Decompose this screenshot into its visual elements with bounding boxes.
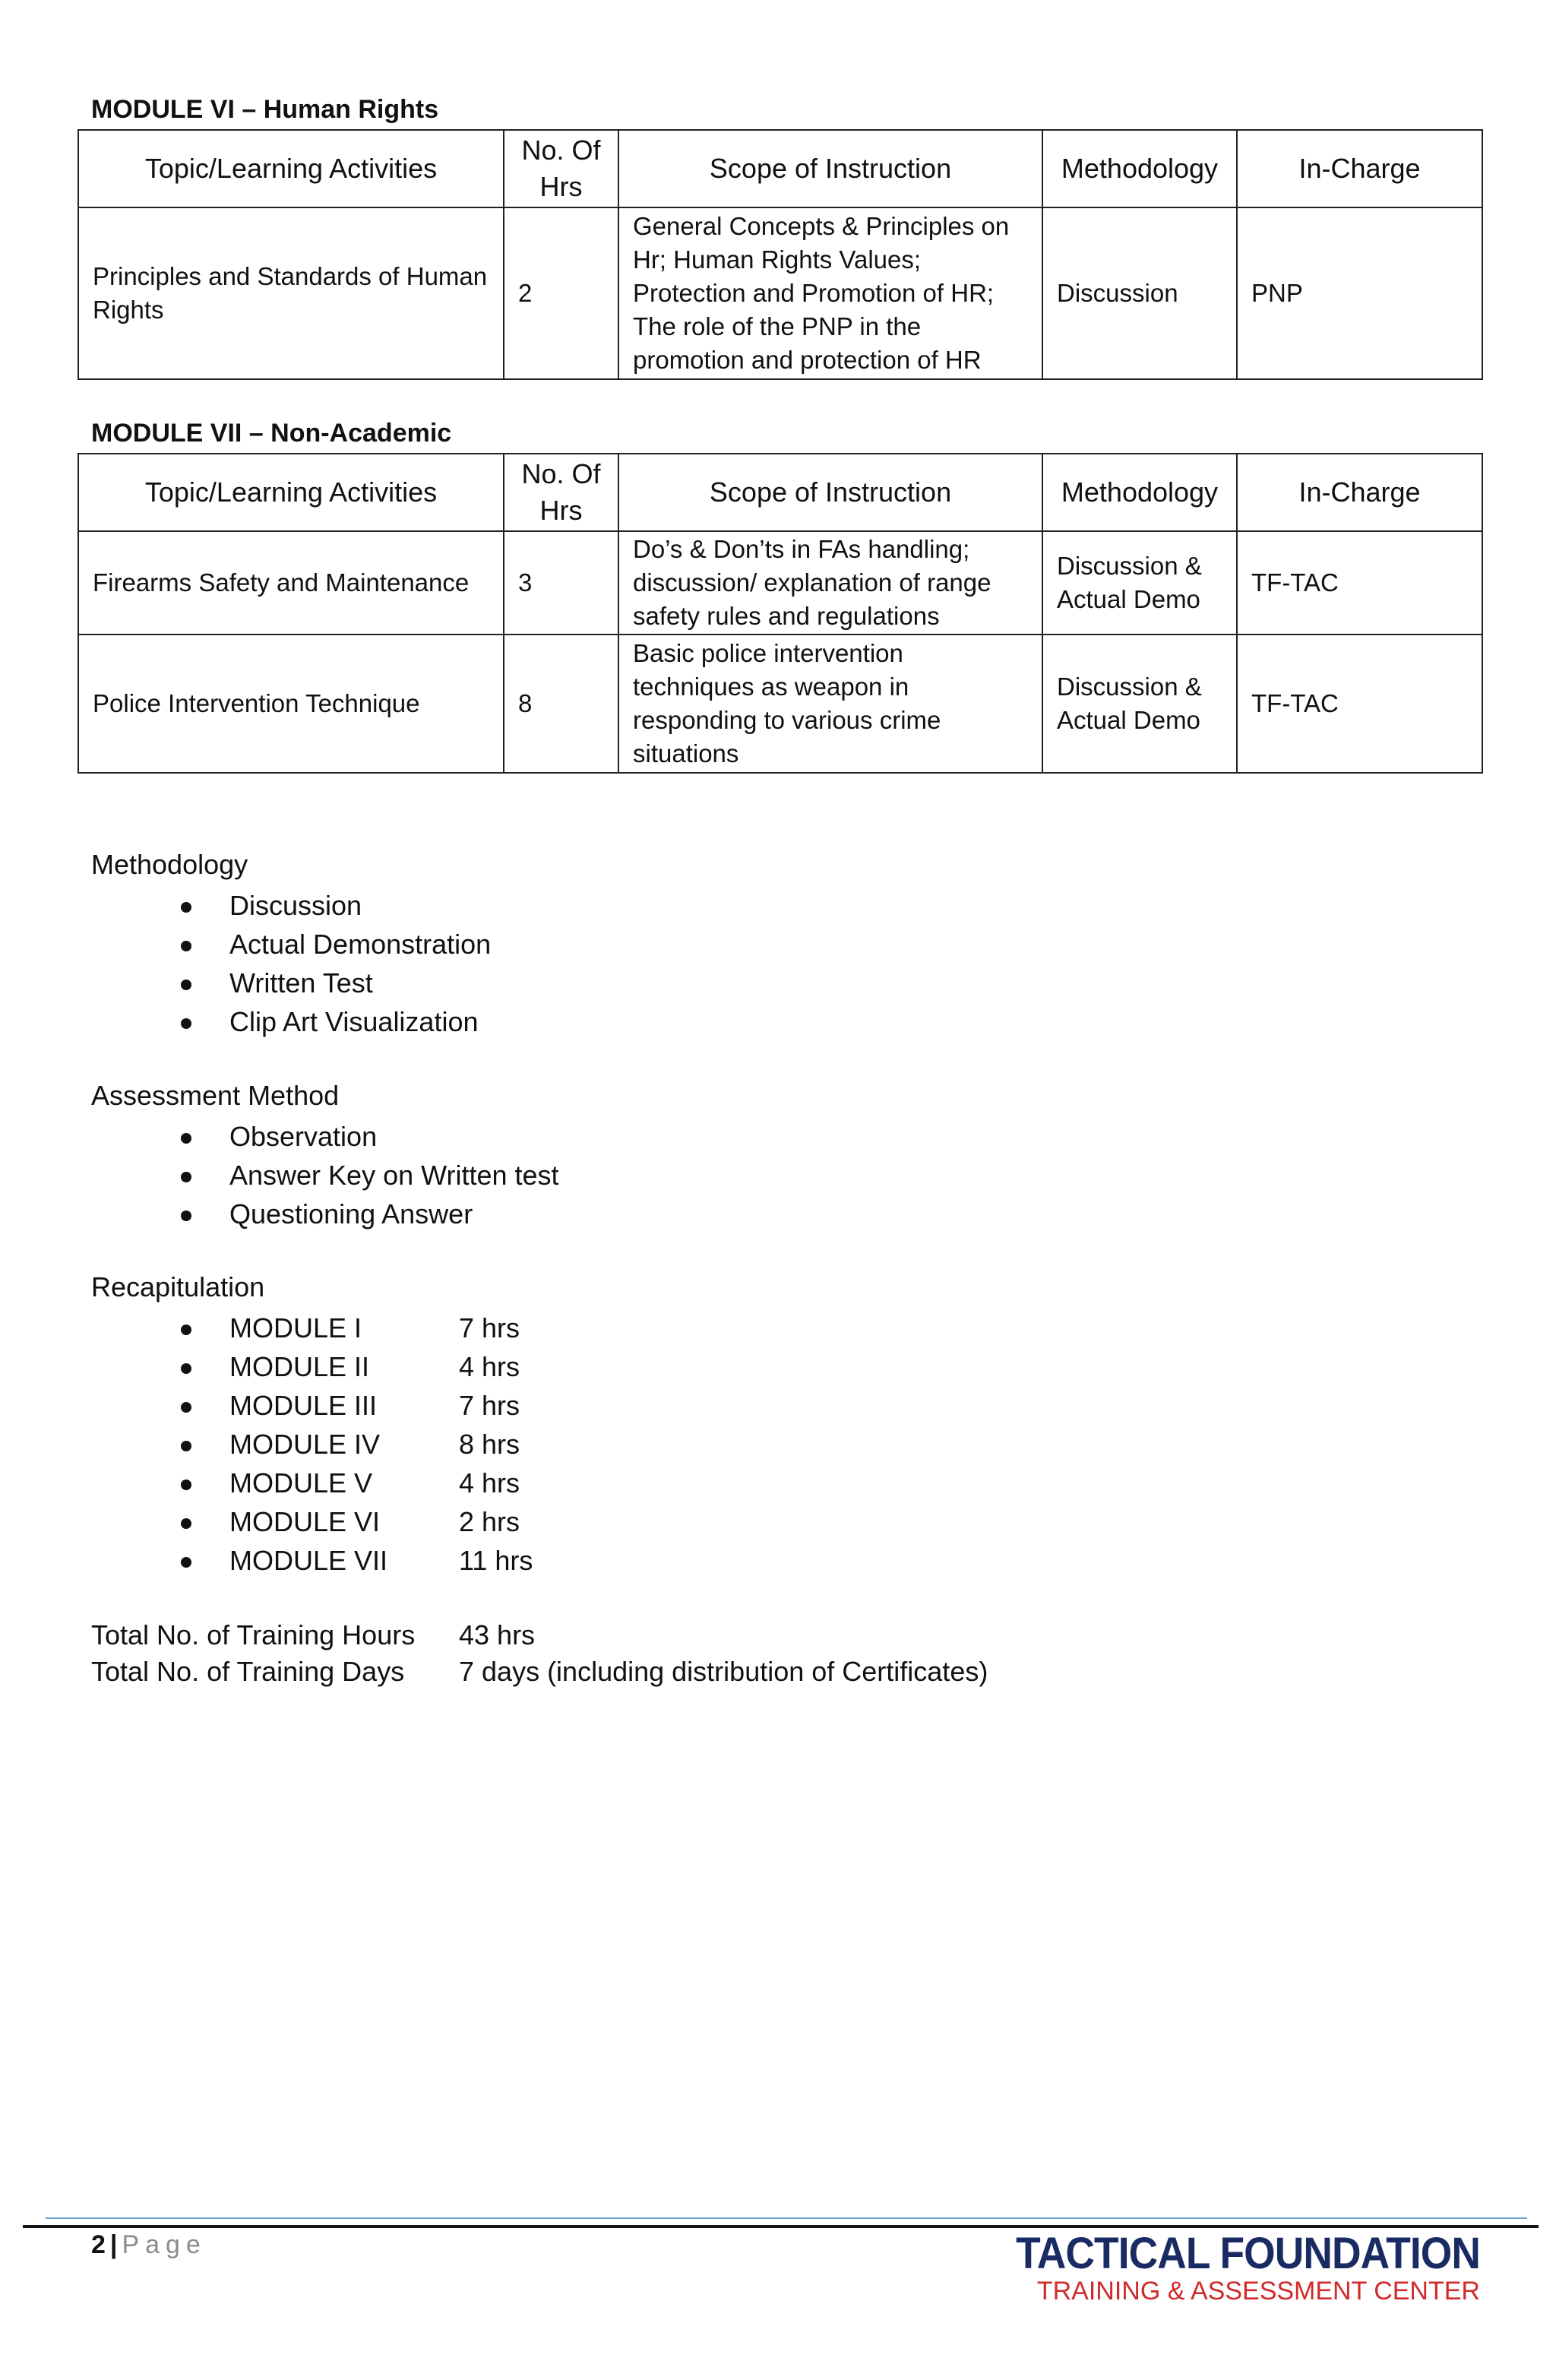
recap-module: MODULE VII — [229, 1545, 388, 1576]
scope-cell: Basic police intervention techniques as weapon in responding to various crime situations — [618, 635, 1042, 773]
scope-cell: Do’s & Don’ts in FAs handling; discussion/ explanation of range safety rules and regulations — [618, 531, 1042, 635]
header-scope: Scope of Instruction — [618, 130, 1042, 207]
header-in-charge: In-Charge — [1237, 454, 1482, 531]
recap-hrs: 7 hrs — [459, 1312, 520, 1343]
logo-line2: TRAINING & ASSESSMENT CENTER — [1036, 2277, 1480, 2306]
list-item: Observation — [91, 1117, 559, 1156]
assessment-title: Assessment Method — [91, 1080, 340, 1111]
recap-title: Recapitulation — [91, 1271, 265, 1302]
recap-hrs: 7 hrs — [459, 1390, 520, 1421]
recap-hrs: 4 hrs — [459, 1351, 520, 1382]
module7-heading: MODULE VII – Non-Academic — [91, 419, 452, 448]
page-number — [91, 2228, 207, 2261]
header-methodology: Methodology — [1042, 454, 1237, 531]
list-item: Questioning Answer — [91, 1195, 559, 1233]
recap-hrs: 2 hrs — [459, 1506, 520, 1537]
list-item — [91, 1541, 533, 1580]
list-item — [91, 1502, 533, 1541]
list-item: Answer Key on Written test — [91, 1156, 559, 1195]
module6-table — [77, 129, 1483, 380]
methodology-list — [91, 886, 491, 1041]
list-item — [91, 1309, 533, 1347]
in-charge-cell: TF-TAC — [1237, 635, 1482, 773]
module7-table — [77, 453, 1483, 774]
total-hours-row — [91, 1617, 988, 1654]
in-charge-cell: PNP — [1237, 207, 1482, 379]
recap-module: MODULE I — [229, 1312, 362, 1343]
table-header-row — [78, 130, 1482, 207]
totals-block — [91, 1617, 988, 1690]
total-hours-value: 43 hrs — [459, 1619, 536, 1650]
topic-cell: Principles and Standards of Human Rights — [78, 207, 504, 379]
header-scope: Scope of Instruction — [618, 454, 1042, 531]
page-word: Page — [122, 2230, 207, 2259]
assessment-list — [91, 1117, 559, 1233]
list-item: Actual Demonstration — [91, 925, 491, 964]
total-days-label: Total No. of Training Days — [91, 1656, 405, 1687]
footer-rule-blue — [46, 2217, 1527, 2219]
total-days-row — [91, 1654, 988, 1690]
module6-heading: MODULE VI – Human Rights — [91, 95, 439, 124]
hrs-cell: 3 — [504, 531, 618, 635]
header-topic: Topic/Learning Activities — [78, 130, 504, 207]
recap-module: MODULE III — [229, 1390, 378, 1421]
table-row — [78, 207, 1482, 379]
footer-rule-black — [23, 2225, 1539, 2228]
header-in-charge: In-Charge — [1237, 130, 1482, 207]
methodology-cell: Discussion — [1042, 207, 1237, 379]
recap-module: MODULE II — [229, 1351, 370, 1382]
table-row — [78, 635, 1482, 773]
recap-module: MODULE VI — [229, 1506, 381, 1537]
table-row — [78, 531, 1482, 635]
recap-hrs: 4 hrs — [459, 1467, 520, 1499]
total-hours-label: Total No. of Training Hours — [91, 1619, 416, 1650]
hrs-cell: 8 — [504, 635, 618, 773]
recap-list — [91, 1309, 533, 1580]
total-days-value: 7 days (including distribution of Certificates) — [459, 1656, 988, 1687]
list-item: Written Test — [91, 964, 491, 1002]
header-hrs: No. Of Hrs — [504, 454, 618, 531]
header-topic: Topic/Learning Activities — [78, 454, 504, 531]
recap-hrs: 11 hrs — [459, 1545, 533, 1576]
recap-module: MODULE V — [229, 1467, 373, 1499]
table-header-row — [78, 454, 1482, 531]
hrs-cell: 2 — [504, 207, 618, 379]
methodology-cell: Discussion & Actual Demo — [1042, 635, 1237, 773]
logo-line1: TACTICAL FOUNDATION — [1016, 2229, 1480, 2278]
topic-cell: Firearms Safety and Maintenance — [78, 531, 504, 635]
page-number-value: 2 — [91, 2230, 106, 2259]
list-item — [91, 1425, 533, 1464]
header-methodology: Methodology — [1042, 130, 1237, 207]
list-item: Clip Art Visualization — [91, 1002, 491, 1041]
recap-hrs: 8 hrs — [459, 1429, 520, 1460]
page-number-separator: | — [109, 2230, 118, 2259]
recap-module: MODULE IV — [229, 1429, 381, 1460]
in-charge-cell: TF-TAC — [1237, 531, 1482, 635]
header-hrs: No. Of Hrs — [504, 130, 618, 207]
methodology-title: Methodology — [91, 849, 248, 880]
list-item — [91, 1347, 533, 1386]
list-item — [91, 1386, 533, 1425]
list-item: Discussion — [91, 886, 491, 925]
methodology-cell: Discussion & Actual Demo — [1042, 531, 1237, 635]
list-item — [91, 1464, 533, 1502]
topic-cell: Police Intervention Technique — [78, 635, 504, 773]
scope-cell: General Concepts & Principles on Hr; Human Rights Values; Protection and Promotion of HR; The role of the PNP in the promotion and protection of HR — [618, 207, 1042, 379]
company-logo — [948, 2231, 1480, 2306]
